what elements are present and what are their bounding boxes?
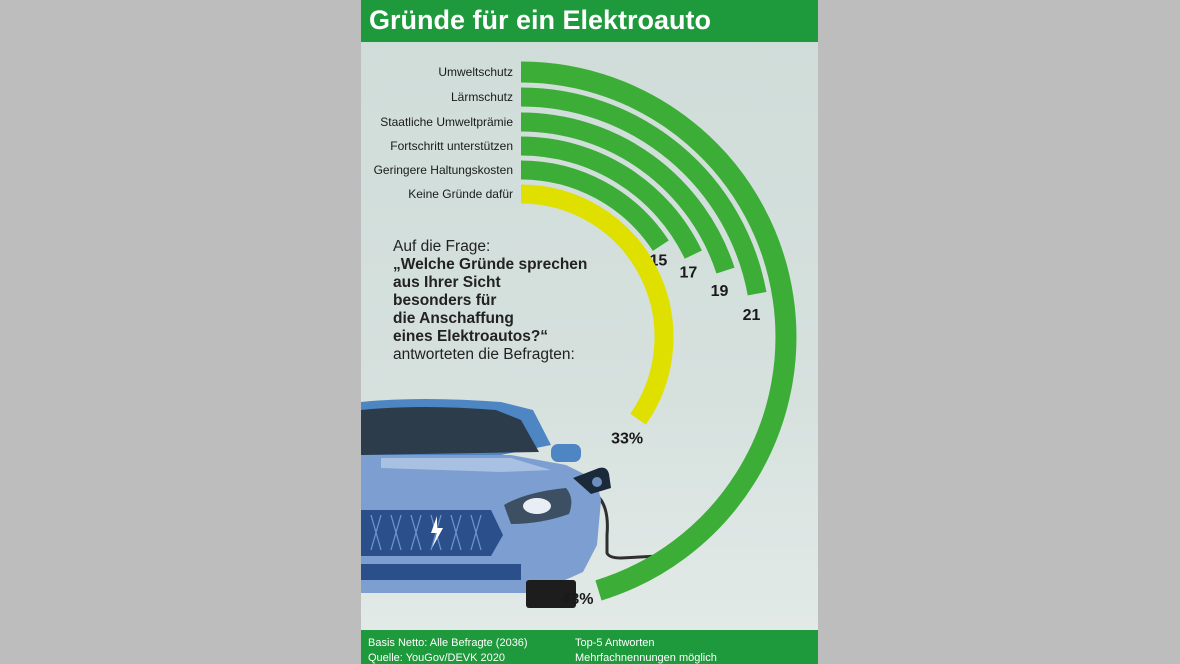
question-line: aus Ihrer Sicht <box>393 274 501 291</box>
question-outro: antworteten die Befragten: <box>393 346 575 363</box>
chart-title: Gründe für ein Elektroauto <box>369 5 712 35</box>
question-line: „Welche Gründe sprechen <box>393 256 588 273</box>
footer <box>361 630 818 664</box>
value-label: 33% <box>611 430 644 448</box>
infographic-card <box>361 0 818 664</box>
footer-note-multiple: Mehrfachnennungen möglich <box>575 652 717 664</box>
value-label: 19 <box>710 283 729 301</box>
category-label: Keine Gründe dafür <box>408 187 513 201</box>
question-line: die Anschaffung <box>393 310 514 327</box>
side-mirror <box>551 444 581 462</box>
survey-question <box>393 238 587 364</box>
category-label: Geringere Haltungskosten <box>373 163 513 177</box>
bumper-vent <box>361 564 521 580</box>
category-label: Fortschritt unterstützen <box>390 139 513 153</box>
footer-note-top5: Top-5 Antworten <box>575 637 655 649</box>
category-label: Staatliche Umweltprämie <box>380 115 513 129</box>
headlight-lamp <box>523 498 551 514</box>
footer-basis: Basis Netto: Alle Befragte (2036) <box>368 637 528 649</box>
question-line: eines Elektroautos?“ <box>393 328 549 345</box>
question-intro: Auf die Frage: <box>393 238 491 255</box>
value-label: 17 <box>679 264 698 282</box>
footer-source: Quelle: YouGov/DEVK 2020 <box>368 652 505 664</box>
value-label: 15 <box>649 252 668 270</box>
value-label: 21 <box>742 306 761 324</box>
question-line: besonders für <box>393 292 497 309</box>
category-label: Lärmschutz <box>450 90 513 104</box>
value-label: 43% <box>561 591 594 609</box>
category-label: Umweltschutz <box>438 65 513 79</box>
